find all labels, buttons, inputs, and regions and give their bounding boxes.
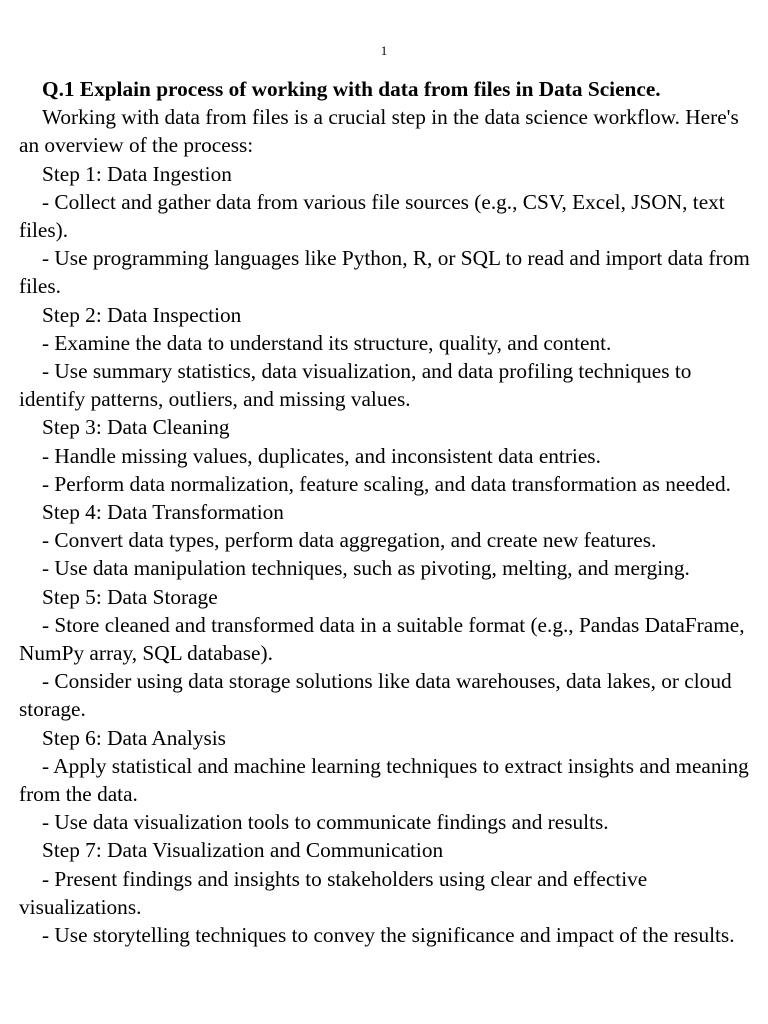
step-1-bullet-1: - Collect and gather data from various file sources (e.g., CSV, Excel, JSON, text files).: [19, 189, 725, 243]
step-4-bullet-1: - Convert data types, perform data aggregation, and create new features.: [42, 528, 657, 553]
step-5-bullet-1: - Store cleaned and transformed data in a suitable format (e.g., Pandas DataFrame, NumPy array, SQL database).: [19, 612, 745, 666]
step-7-bullet-2: - Use storytelling techniques to convey the significance and impact of the results.: [42, 923, 735, 948]
step-7-bullet-1: - Present findings and insights to stakeholders using clear and effective visualizations.: [19, 866, 648, 919]
step-7-heading: Step 7: Data Visualization and Communication: [42, 838, 444, 863]
step-2-bullet-1: - Examine the data to understand its structure, quality, and content.: [42, 330, 612, 355]
document-body: [19, 75, 751, 949]
step-6-bullet-1: - Apply statistical and machine learning techniques to extract insights and meaning from the data.: [19, 753, 749, 807]
step-1-heading: Step 1: Data Ingestion: [42, 161, 232, 186]
step-2-bullet-2: - Use summary statistics, data visualization, and data profiling techniques to identify patterns, outliers, and missing values.: [19, 359, 692, 412]
step-2-heading: Step 2: Data Inspection: [42, 302, 242, 327]
step-3-bullet-1: - Handle missing values, duplicates, and inconsistent data entries.: [42, 443, 601, 468]
step-5-bullet-2: - Consider using data storage solutions like data warehouses, data lakes, or cloud storage.: [19, 669, 732, 722]
step-6-heading: Step 6: Data Analysis: [42, 725, 226, 750]
step-4-bullet-2: - Use data manipulation techniques, such as pivoting, melting, and merging.: [42, 556, 690, 581]
page-number: 1: [380, 43, 388, 58]
step-4-heading: Step 4: Data Transformation: [42, 500, 284, 525]
step-5-heading: Step 5: Data Storage: [42, 584, 218, 609]
step-1-bullet-2: - Use programming languages like Python, R, or SQL to read and import data from files.: [19, 246, 750, 299]
step-6-bullet-2: - Use data visualization tools to communicate findings and results.: [42, 810, 609, 835]
intro-paragraph: Working with data from files is a crucial step in the data science workflow. Here's an overview of the process:: [19, 105, 739, 158]
step-3-bullet-2: - Perform data normalization, feature scaling, and data transformation as needed.: [42, 471, 731, 496]
step-3-heading: Step 3: Data Cleaning: [42, 415, 230, 440]
question-title: Q.1 Explain process of working with data from files in Data Science.: [42, 77, 661, 101]
